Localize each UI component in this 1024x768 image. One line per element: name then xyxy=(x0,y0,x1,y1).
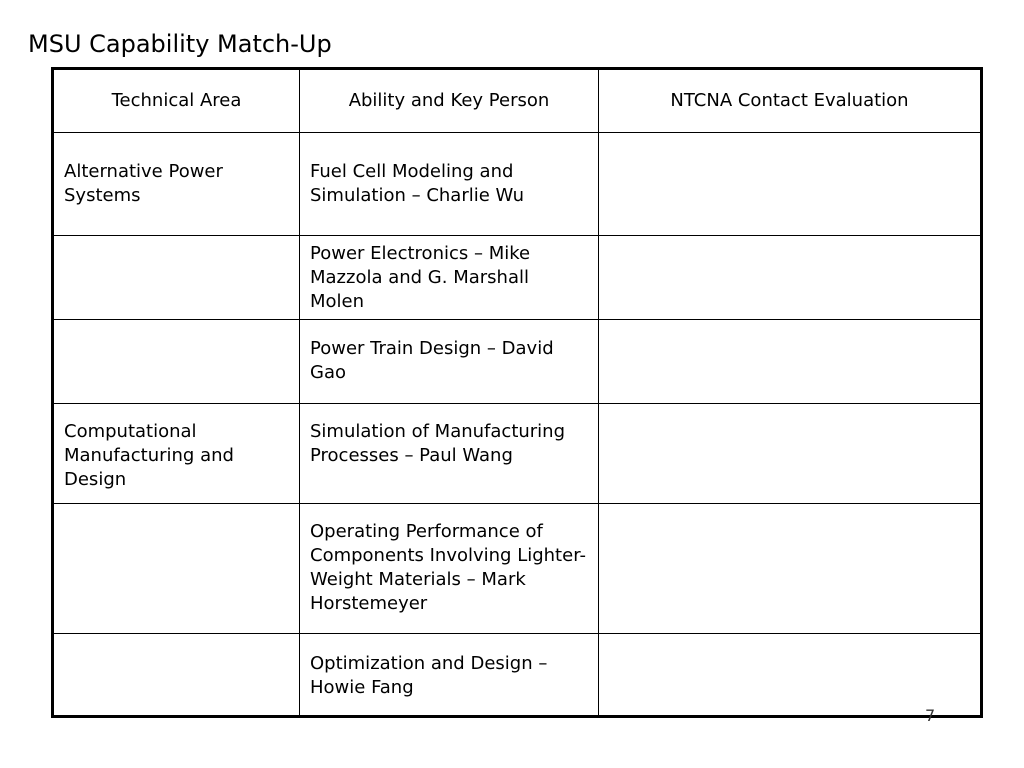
cell-ability: Simulation of Manufacturing Processes – Paul Wang xyxy=(300,404,599,504)
table-row xyxy=(53,504,982,634)
page-number: 7 xyxy=(925,706,936,725)
table-row xyxy=(53,404,982,504)
table-row xyxy=(53,320,982,404)
cell-evaluation xyxy=(599,634,982,717)
cell-evaluation xyxy=(599,320,982,404)
cell-ability: Fuel Cell Modeling and Simulation – Charlie Wu xyxy=(300,133,599,236)
table-row xyxy=(53,236,982,320)
slide-title: MSU Capability Match-Up xyxy=(28,30,332,58)
cell-technical-area: Computational Manufacturing and Design xyxy=(53,404,300,504)
cell-evaluation xyxy=(599,133,982,236)
table-header-row xyxy=(53,69,982,133)
cell-ability: Power Train Design – David Gao xyxy=(300,320,599,404)
cell-evaluation xyxy=(599,236,982,320)
cell-technical-area: Alternative Power Systems xyxy=(53,133,300,236)
cell-ability: Power Electronics – Mike Mazzola and G. Marshall Molen xyxy=(300,236,599,320)
cell-technical-area xyxy=(53,320,300,404)
capability-table xyxy=(51,67,983,718)
table-row xyxy=(53,133,982,236)
table-row xyxy=(53,634,982,717)
cell-evaluation xyxy=(599,404,982,504)
cell-evaluation xyxy=(599,504,982,634)
cell-technical-area xyxy=(53,634,300,717)
header-technical-area: Technical Area xyxy=(53,69,300,133)
cell-technical-area xyxy=(53,236,300,320)
cell-ability: Operating Performance of Components Involving Lighter-Weight Materials – Mark Horstemeyer xyxy=(300,504,599,634)
cell-technical-area xyxy=(53,504,300,634)
header-ability-key-person: Ability and Key Person xyxy=(300,69,599,133)
cell-ability: Optimization and Design – Howie Fang xyxy=(300,634,599,717)
header-contact-evaluation: NTCNA Contact Evaluation xyxy=(599,69,982,133)
